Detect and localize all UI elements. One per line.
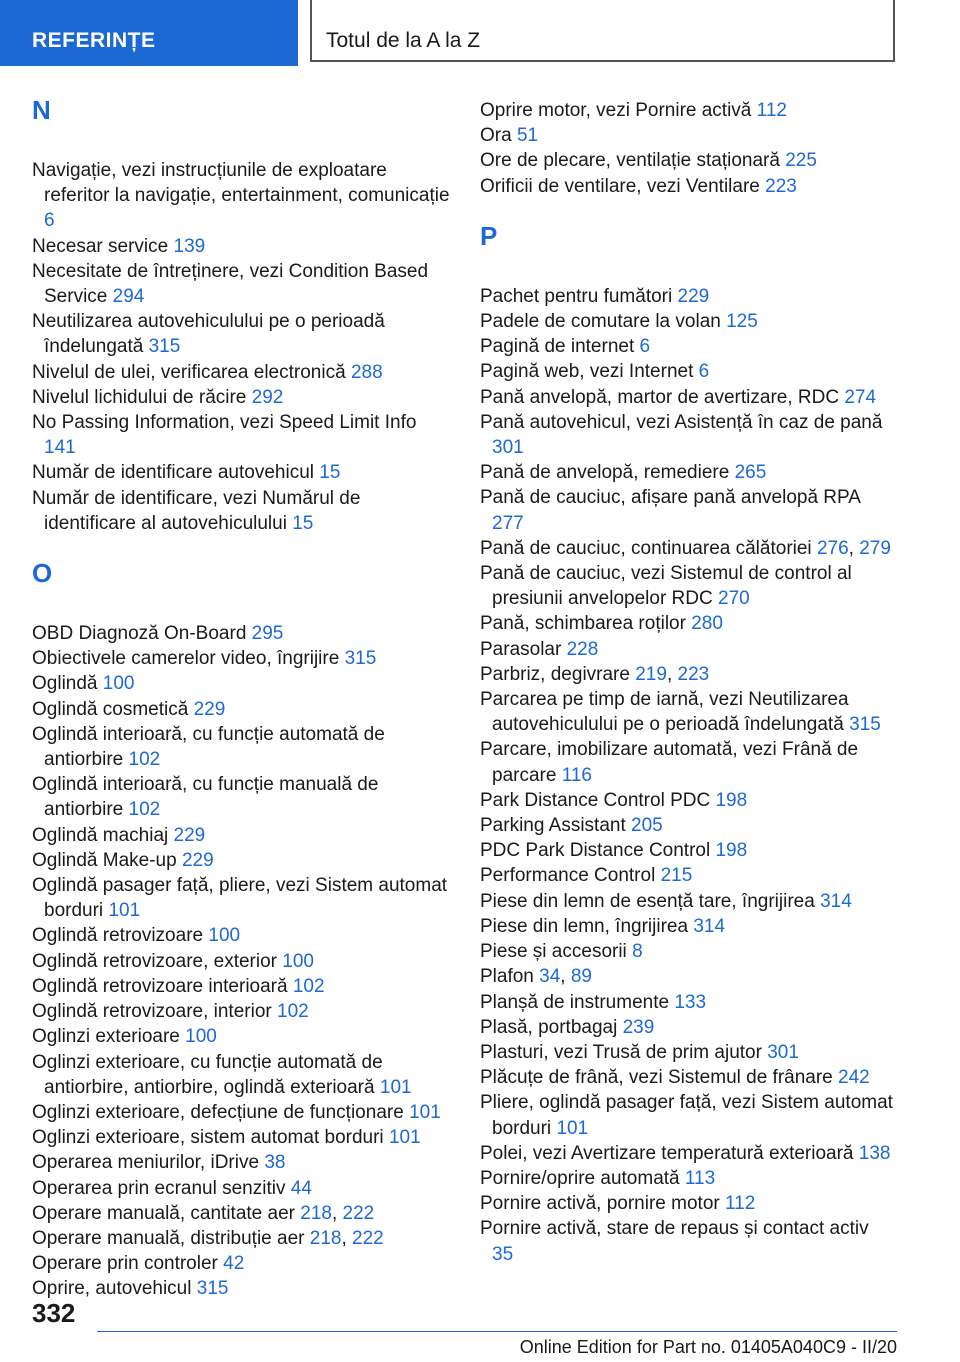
index-entry [480,1065,895,1090]
index-entry-term: Operare prin controler [32,1253,218,1275]
index-entry-term: Operare manuală, cantitate aer [32,1202,295,1224]
index-entry [32,460,450,485]
page-reference-link[interactable]: 42 [223,1253,245,1275]
index-entry [32,1024,450,1049]
index-entry [480,284,895,309]
index-entry [32,848,450,873]
index-entry-term: Operarea prin ecranul senzitiv [32,1177,286,1199]
index-entry-term: OBD Diagnoză On-Board [32,623,247,645]
page-reference-link[interactable]: 101 [556,1117,589,1139]
page-reference-link[interactable]: 100 [282,950,314,972]
index-entry-term: Operarea meniurilor, iDrive [32,1152,260,1174]
index-entry [480,990,895,1015]
index-entry [480,148,895,173]
footer-edition: Online Edition for Part no. 01405A040C9 - II/20 [519,1337,897,1357]
index-entry [32,1100,450,1125]
page-number: 332 [32,1298,76,1328]
index-entry: Parbriz, degivrare 219, 223 [480,663,710,685]
page-reference-link[interactable]: 102 [277,1001,309,1023]
index-entry [480,334,895,359]
index-entry-term: Număr de identificare autovehicul [32,462,314,484]
page-reference-link[interactable]: 242 [838,1067,870,1089]
page-reference-link[interactable]: 229 [181,849,214,871]
page-reference-link[interactable]: 229 [193,698,226,720]
index-entry [480,914,895,939]
index-entry [480,1015,895,1040]
index-entry-term: Parasolar [480,638,562,660]
index-entry [32,1251,450,1276]
index-entry [32,234,450,259]
page-reference-link[interactable]: 239 [622,1016,655,1038]
page-header [0,0,960,66]
page-reference-link[interactable]: 292 [251,386,284,408]
index-entry [32,158,450,234]
page-reference-link[interactable]: 112 [725,1193,756,1215]
index-entry-term: Nivelul de ulei, verificarea electronică [32,361,346,383]
page-reference-link[interactable]: 51 [516,125,539,147]
index-entry-term: Pană de cauciuc, afișare pană anvelopă RPA [480,487,860,509]
index-entry [32,309,450,359]
index-entry-term: Plasturi, vezi Trusă de prim ajutor [480,1041,762,1063]
index-letter-n: N [32,95,51,125]
page-reference-link[interactable]: 280 [691,613,723,635]
index-entry [480,1141,895,1166]
index-entry-term: Parbriz, degivrare [480,663,630,685]
footer-divider [97,1331,897,1332]
page-reference-link[interactable]: 315 [196,1278,229,1300]
index-entry-term: Parcare, imobilizare automată, vezi Frână de parcare [480,739,859,786]
page-reference-link[interactable]: 198 [715,840,748,862]
index-entry-term: Park Distance Control PDC [480,789,711,811]
page-reference-link[interactable]: 301 [767,1041,799,1063]
index-entry [32,1276,450,1301]
index-entry-term: No Passing Information, vezi Speed Limit Info [32,412,417,434]
index-entry [32,974,450,999]
index-entry-term: Pornire activă, stare de repaus și contact activ [480,1218,869,1240]
index-entry [480,1090,895,1140]
index-entry [32,923,450,948]
page-reference-link[interactable]: 277 [492,512,524,534]
index-entry [480,98,895,123]
index-entry-term: Performance Control [480,865,656,887]
index-entry-term: Oglinzi exterioare [32,1026,180,1048]
index-entry-term: Pagină web, vezi Internet [480,361,694,383]
index-entry-term: Piese și accesorii [480,941,627,963]
index-entry-term: Piese din lemn de esență tare, îngrijirea [480,890,815,912]
index-entry [32,410,450,460]
page-reference-link[interactable]: 15 [292,512,314,534]
index-entry [480,1191,895,1216]
page-reference-link[interactable]: 100 [102,673,135,695]
index-entry [32,772,450,822]
index-entry-term: Ore de plecare, ventilație staționară [480,150,780,172]
page-reference-link[interactable]: 138 [858,1142,891,1164]
index-letter-p: P [480,220,498,251]
page-reference-link[interactable]: 44 [290,1177,312,1199]
index-entry [32,722,450,772]
index-entry [480,838,895,863]
page-reference-link[interactable]: 89 [570,966,592,988]
page-reference-link[interactable]: 205 [631,815,663,837]
index-entry-term: Ora [480,125,512,147]
section-tab: REFERINȚE [0,0,298,66]
index-entry [480,737,895,787]
index-entry [480,460,895,485]
index-entry [480,123,895,148]
page-reference-link[interactable]: 35 [492,1243,514,1265]
index-entry [480,637,895,662]
index-entry-term: Oprire motor, vezi Pornire activă [480,100,752,121]
page-reference-link[interactable]: 314 [693,915,726,937]
index-entry [480,788,895,813]
index-entry-term: Pană de cauciuc, vezi Sistemul de control al presiunii anvelopelor RDC [480,563,852,610]
index-entry-term: Plasă, portbagaj [480,1016,618,1038]
index-entry-term: Pană autovehicul, vezi Asistență în caz de pană [480,411,883,433]
page-reference-link[interactable]: 229 [677,285,710,307]
page-reference-link[interactable]: 315 [849,714,881,736]
page-reference-link[interactable]: 15 [319,462,341,484]
page-reference-link[interactable]: 279 [859,537,891,559]
page-reference-link[interactable]: 101 [388,1127,421,1149]
index-entry: Operare manuală, cantitate aer 218, 222 [32,1202,375,1224]
index-entry-term: Oglindă retrovizoare, interior [32,1001,272,1023]
index-entry-term: Pliere, oglindă pasager față, vezi Sistem automat borduri [480,1092,893,1139]
page-reference-link[interactable]: 100 [208,925,241,947]
index-entry [480,309,895,334]
index-entry-term: Planșă de instrumente [480,991,670,1013]
page-reference-link[interactable]: 141 [44,437,76,459]
index-entry-term: Oglindă pasager față, pliere, vezi Sistem automat borduri [32,875,448,922]
index-entry [480,611,895,636]
page-reference-link[interactable]: 102 [128,799,161,821]
page-reference-link[interactable]: 116 [561,764,592,786]
index-entry-term: Oglindă retrovizoare, exterior [32,950,277,972]
page-reference-link[interactable]: 274 [844,386,877,408]
index-entry [32,671,450,696]
index-entry-term: Neutilizarea autovehiculului pe o perioadă îndelungată [32,311,385,358]
index-entry-term: Oglinzi exterioare, cu funcție automată de antiorbire, antiorbire, oglindă exterioară [32,1051,383,1098]
index-entry-term: Oglindă cosmetică [32,698,189,720]
index-entry [480,1166,895,1191]
page-reference-link[interactable]: 6 [639,336,651,358]
page-reference-link[interactable]: 222 [352,1227,384,1249]
index-entry-term: Număr de identificare, vezi Numărul de identificare al autovehiculului [32,487,361,534]
index-entry [32,1176,450,1201]
index-entry [480,485,895,535]
page-reference-link[interactable]: 100 [185,1026,217,1048]
page-reference-link[interactable]: 133 [674,991,707,1013]
page-reference-link[interactable]: 223 [677,663,710,685]
index-entry [480,174,895,199]
index-entry-term: Pană anvelopă, martor de avertizare, RDC [480,386,840,408]
index-entry [480,1216,895,1266]
index-entry-term: Pornire/oprire automată [480,1167,680,1189]
index-entry [32,646,450,671]
page-reference-link[interactable]: 301 [492,437,524,459]
index-column-left [32,95,450,1302]
index-entry-term: Pană, schimbarea roților [480,613,686,635]
index-entry-term: Polei, vezi Avertizare temperatură exterioară [480,1142,854,1164]
page-reference-link[interactable]: 229 [173,824,206,846]
index-letter-o: O [32,558,53,589]
index-entry [32,1050,450,1100]
index-entry [480,385,895,410]
page-reference-link[interactable]: 314 [820,890,852,912]
index-entry-term: Parcarea pe timp de iarnă, vezi Neutilizarea autovehiculului pe o perioadă îndelungată [480,689,849,736]
index-entry-term: Oglindă interioară, cu funcție manuală de antiorbire [32,774,379,821]
page-reference-link[interactable]: 139 [173,235,206,257]
index-entry [32,621,450,646]
page-reference-link[interactable]: 101 [409,1101,441,1123]
index-entry [32,999,450,1024]
index-entry-term: Oprire, autovehicul [32,1278,192,1300]
index-entry: Operare manuală, distribuție aer 218, 222 [32,1227,384,1249]
index-entry [32,697,450,722]
page-reference-link[interactable]: 218 [309,1227,342,1249]
index-entry-term: Oglindă interioară, cu funcție automată de antiorbire [32,723,385,771]
index-entry-term: Oglinzi exterioare, defecțiune de funcționare [32,1101,404,1123]
index-entry-term: PDC Park Distance Control [480,840,711,862]
page-reference-link[interactable]: 276 [816,537,849,559]
index-entry-term: Pagină de internet [480,336,635,358]
page-reference-link[interactable]: 228 [566,638,599,660]
index-column-right [480,98,895,1267]
index-entry-term: Pornire activă, pornire motor [480,1193,720,1215]
index-entry-term: Oglindă Make-up [32,849,177,871]
index-entry [480,939,895,964]
index-entry [480,410,895,460]
index-entry-term: Plafon [480,966,534,988]
page-reference-link[interactable]: 223 [765,175,797,197]
page-reference-link[interactable]: 112 [756,100,787,121]
index-entry-term: Oglindă retrovizoare [32,925,204,947]
index-entry-term: Oglindă retrovizoare interioară [32,975,288,997]
page-reference-link[interactable]: 315 [148,336,181,358]
index-entry-term: Necesar service [32,235,169,257]
page-reference-link[interactable]: 265 [734,462,767,484]
index-entry-term: Parking Assistant [480,815,626,837]
page-reference-link[interactable]: 102 [292,975,325,997]
page-reference-link[interactable]: 219 [635,663,667,685]
page-reference-link[interactable]: 6 [44,210,55,232]
page-reference-link[interactable]: 101 [379,1076,412,1098]
page-reference-link[interactable]: 6 [698,361,710,383]
index-entry [480,561,895,611]
page-reference-link[interactable]: 295 [251,623,284,645]
chapter-title: Totul de la A la Z [310,0,895,62]
index-entry [480,1040,895,1065]
index-entry [32,486,450,536]
index-entry-term: Obiectivele camerelor video, îngrijire [32,648,340,670]
index-entry-term: Operare manuală, distribuție aer [32,1227,305,1249]
page-reference-link[interactable]: 315 [344,648,377,670]
index-entry [480,889,895,914]
index-entry-term: Necesitate de întreținere, vezi Condition Based Service [32,260,429,308]
index-entry [480,359,895,384]
index-entry-term: Pană de anvelopă, remediere [480,462,730,484]
index-entry-term: Piese din lemn, îngrijirea [480,915,689,937]
page-reference-link[interactable]: 102 [128,749,161,771]
index-entry-term: Navigație, vezi instrucțiunile de exploatare referitor la navigație, entertainment, comunicație [32,160,450,207]
index-entry [32,949,450,974]
index-entry-term: Oglindă machiaj [32,824,169,846]
index-entry [32,385,450,410]
index-entry [480,687,895,737]
page-reference-link[interactable]: 113 [684,1167,716,1189]
index-entry [32,360,450,385]
page-reference-link[interactable]: 222 [342,1202,375,1224]
page-reference-link[interactable]: 125 [726,311,758,333]
index-entry [480,863,895,888]
page-reference-link[interactable]: 34 [539,966,561,988]
index-entry-term: Nivelul lichidului de răcire [32,386,247,408]
index-entry-term: Pană de cauciuc, continuarea călătoriei [480,537,812,559]
page-reference-link[interactable]: 288 [350,361,383,383]
page-reference-link[interactable]: 8 [632,941,643,963]
index-entry-term: Orificii de ventilare, vezi Ventilare [480,175,760,197]
index-entry [480,813,895,838]
index-entry [32,1150,450,1175]
page-reference-link[interactable]: 198 [715,789,748,811]
index-entry [32,259,450,309]
index-entry: Plafon 34, 89 [480,966,592,988]
index-entry-term: Oglindă [32,673,98,695]
index-entry [32,873,450,923]
page-reference-link[interactable]: 225 [785,150,817,172]
page-reference-link[interactable]: 101 [108,900,141,922]
index-entry-term: Plăcuțe de frână, vezi Sistemul de frânare [480,1067,833,1089]
index-entry [32,1125,450,1150]
page-reference-link[interactable]: 270 [718,588,750,610]
page-reference-link[interactable]: 218 [300,1202,332,1224]
index-entry-term: Padele de comutare la volan [480,311,721,333]
index-entry [32,823,450,848]
index-entry: Pană de cauciuc, continuarea călătoriei 276, 279 [480,537,891,559]
page-reference-link[interactable]: 215 [660,865,693,887]
index-entry-term: Pachet pentru fumători [480,285,673,307]
page-reference-link[interactable]: 294 [112,286,145,308]
page-reference-link[interactable]: 38 [264,1152,286,1174]
index-entry-term: Oglinzi exterioare, sistem automat borduri [32,1127,384,1149]
